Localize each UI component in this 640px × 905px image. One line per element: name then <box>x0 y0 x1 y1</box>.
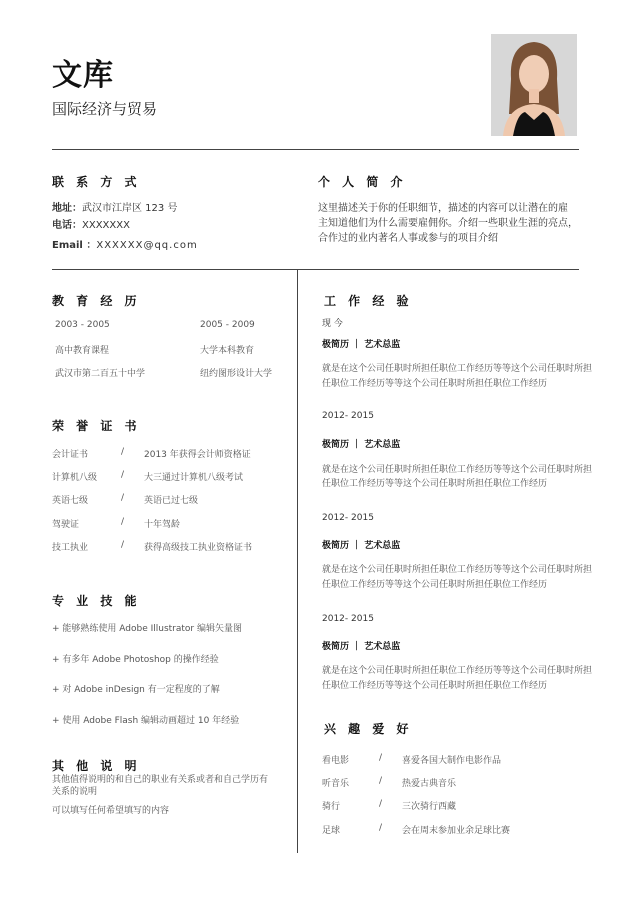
work-desc: 任职位工作经历等等这个公司任职时所担任职位工作经历 <box>322 580 548 590</box>
hobby-desc: 会在周末参加业余足球比赛 <box>402 826 511 836</box>
honor-sep: / <box>121 493 125 503</box>
edu-period: 2005 - 2009 <box>200 320 255 330</box>
hobby-desc: 喜爱各国大制作电影作品 <box>402 756 502 766</box>
other-text: 关系的说明 <box>52 787 98 797</box>
honor-desc: 英语已过七级 <box>144 496 199 506</box>
work-period: 2012- 2015 <box>322 411 374 421</box>
honor-desc: 十年驾龄 <box>144 520 181 530</box>
contact-phone <box>52 218 130 233</box>
honor-name: 计算机八级 <box>52 473 98 483</box>
hobby-sep: / <box>379 823 383 833</box>
section-heading-hobbies: 兴 趣 爱 好 <box>324 722 413 736</box>
address-value: 武汉市江岸区 123 号 <box>82 203 178 214</box>
phone-label: 电话： <box>52 220 82 231</box>
contact-email <box>52 238 198 253</box>
profile-text <box>318 201 580 246</box>
hobby-sep: / <box>379 776 383 786</box>
honor-name: 会计证书 <box>52 450 89 460</box>
honor-desc: 2013 年获得会计师资格证 <box>144 450 251 460</box>
profile-line: 合作过的业内著名人事或参与的项目介绍 <box>318 233 498 244</box>
honor-sep: / <box>121 517 125 527</box>
work-period: 现 今 <box>322 319 343 329</box>
hobby-desc: 三次骑行西藏 <box>402 802 457 812</box>
work-desc: 任职位工作经历等等这个公司任职时所担任职位工作经历 <box>322 379 548 389</box>
edu-school: 武汉市第二百五十中学 <box>55 369 146 379</box>
honor-desc: 大三通过计算机八级考试 <box>144 473 244 483</box>
section-heading-contact: 联 系 方 式 <box>52 175 141 189</box>
hobby-name: 骑行 <box>322 802 341 812</box>
skill-item: + 能够熟练使用 Adobe Illustrator 编辑矢量图 <box>52 624 242 634</box>
skill-item: + 使用 Adobe Flash 编辑动画超过 10 年经验 <box>52 716 240 726</box>
edu-degree: 高中教育课程 <box>55 346 110 356</box>
section-heading-profile: 个 人 简 介 <box>318 175 407 189</box>
hobby-sep: / <box>379 753 383 763</box>
edu-degree: 大学本科教育 <box>200 346 255 356</box>
hobby-name: 听音乐 <box>322 779 350 789</box>
work-title: 极简历 ｜ 艺术总监 <box>322 340 401 350</box>
work-desc: 任职位工作经历等等这个公司任职时所担任职位工作经历 <box>322 681 548 691</box>
honor-sep: / <box>121 447 125 457</box>
honor-name: 驾驶证 <box>52 520 80 530</box>
section-heading-other: 其 他 说 明 <box>52 759 141 773</box>
address-label: 地址： <box>52 203 82 214</box>
section-heading-education: 教 育 经 历 <box>52 294 141 308</box>
work-desc: 就是在这个公司任职时所担任职位工作经历等等这个公司任职时所担 <box>322 364 593 374</box>
divider <box>52 269 579 270</box>
work-title: 极简历 ｜ 艺术总监 <box>322 642 401 652</box>
hobby-sep: / <box>379 799 383 809</box>
honor-name: 英语七级 <box>52 496 89 506</box>
column-divider <box>297 270 298 853</box>
skill-item: + 有多年 Adobe Photoshop 的操作经验 <box>52 655 219 665</box>
hobby-name: 看电影 <box>322 756 350 766</box>
section-heading-skills: 专 业 技 能 <box>52 594 141 608</box>
edu-school: 纽约图形设计大学 <box>200 369 273 379</box>
other-text: 其他值得说明的和自己的职业有关系或者和自己学历有 <box>52 775 269 785</box>
work-period: 2012- 2015 <box>322 614 374 624</box>
email-value: XXXXXX@qq.com <box>96 240 198 251</box>
divider <box>52 149 579 150</box>
work-desc: 就是在这个公司任职时所担任职位工作经历等等这个公司任职时所担 <box>322 465 593 475</box>
contact-address <box>52 201 177 216</box>
job-title: 国际经济与贸易 <box>52 100 158 118</box>
edu-period: 2003 - 2005 <box>55 320 110 330</box>
honor-sep: / <box>121 470 125 480</box>
skill-item: + 对 Adobe inDesign 有一定程度的了解 <box>52 685 220 695</box>
honor-desc: 获得高级技工执业资格证书 <box>144 543 253 553</box>
hobby-desc: 热爱古典音乐 <box>402 779 457 789</box>
section-heading-work: 工 作 经 验 <box>324 294 413 308</box>
hobby-name: 足球 <box>322 826 341 836</box>
profile-line: 这里描述关于你的任职细节，描述的内容可以让潜在的雇 <box>318 203 568 214</box>
profile-photo <box>491 34 577 136</box>
honor-name: 技工执业 <box>52 543 89 553</box>
phone-value: XXXXXXX <box>82 220 130 231</box>
work-title: 极简历 ｜ 艺术总监 <box>322 541 401 551</box>
honor-sep: / <box>121 540 125 550</box>
email-label: Email ： <box>52 240 97 251</box>
other-text: 可以填写任何希望填写的内容 <box>52 806 170 816</box>
work-desc: 就是在这个公司任职时所担任职位工作经历等等这个公司任职时所担 <box>322 565 593 575</box>
work-desc: 就是在这个公司任职时所担任职位工作经历等等这个公司任职时所担 <box>322 666 593 676</box>
section-heading-honors: 荣 誉 证 书 <box>52 419 141 433</box>
work-desc: 任职位工作经历等等这个公司任职时所担任职位工作经历 <box>322 479 548 489</box>
work-title: 极简历 ｜ 艺术总监 <box>322 440 401 450</box>
candidate-name: 文库 <box>52 58 114 93</box>
work-period: 2012- 2015 <box>322 513 374 523</box>
profile-line: 主知道他们为什么需要雇佣你。介绍一些职业生涯的亮点， <box>318 218 578 229</box>
